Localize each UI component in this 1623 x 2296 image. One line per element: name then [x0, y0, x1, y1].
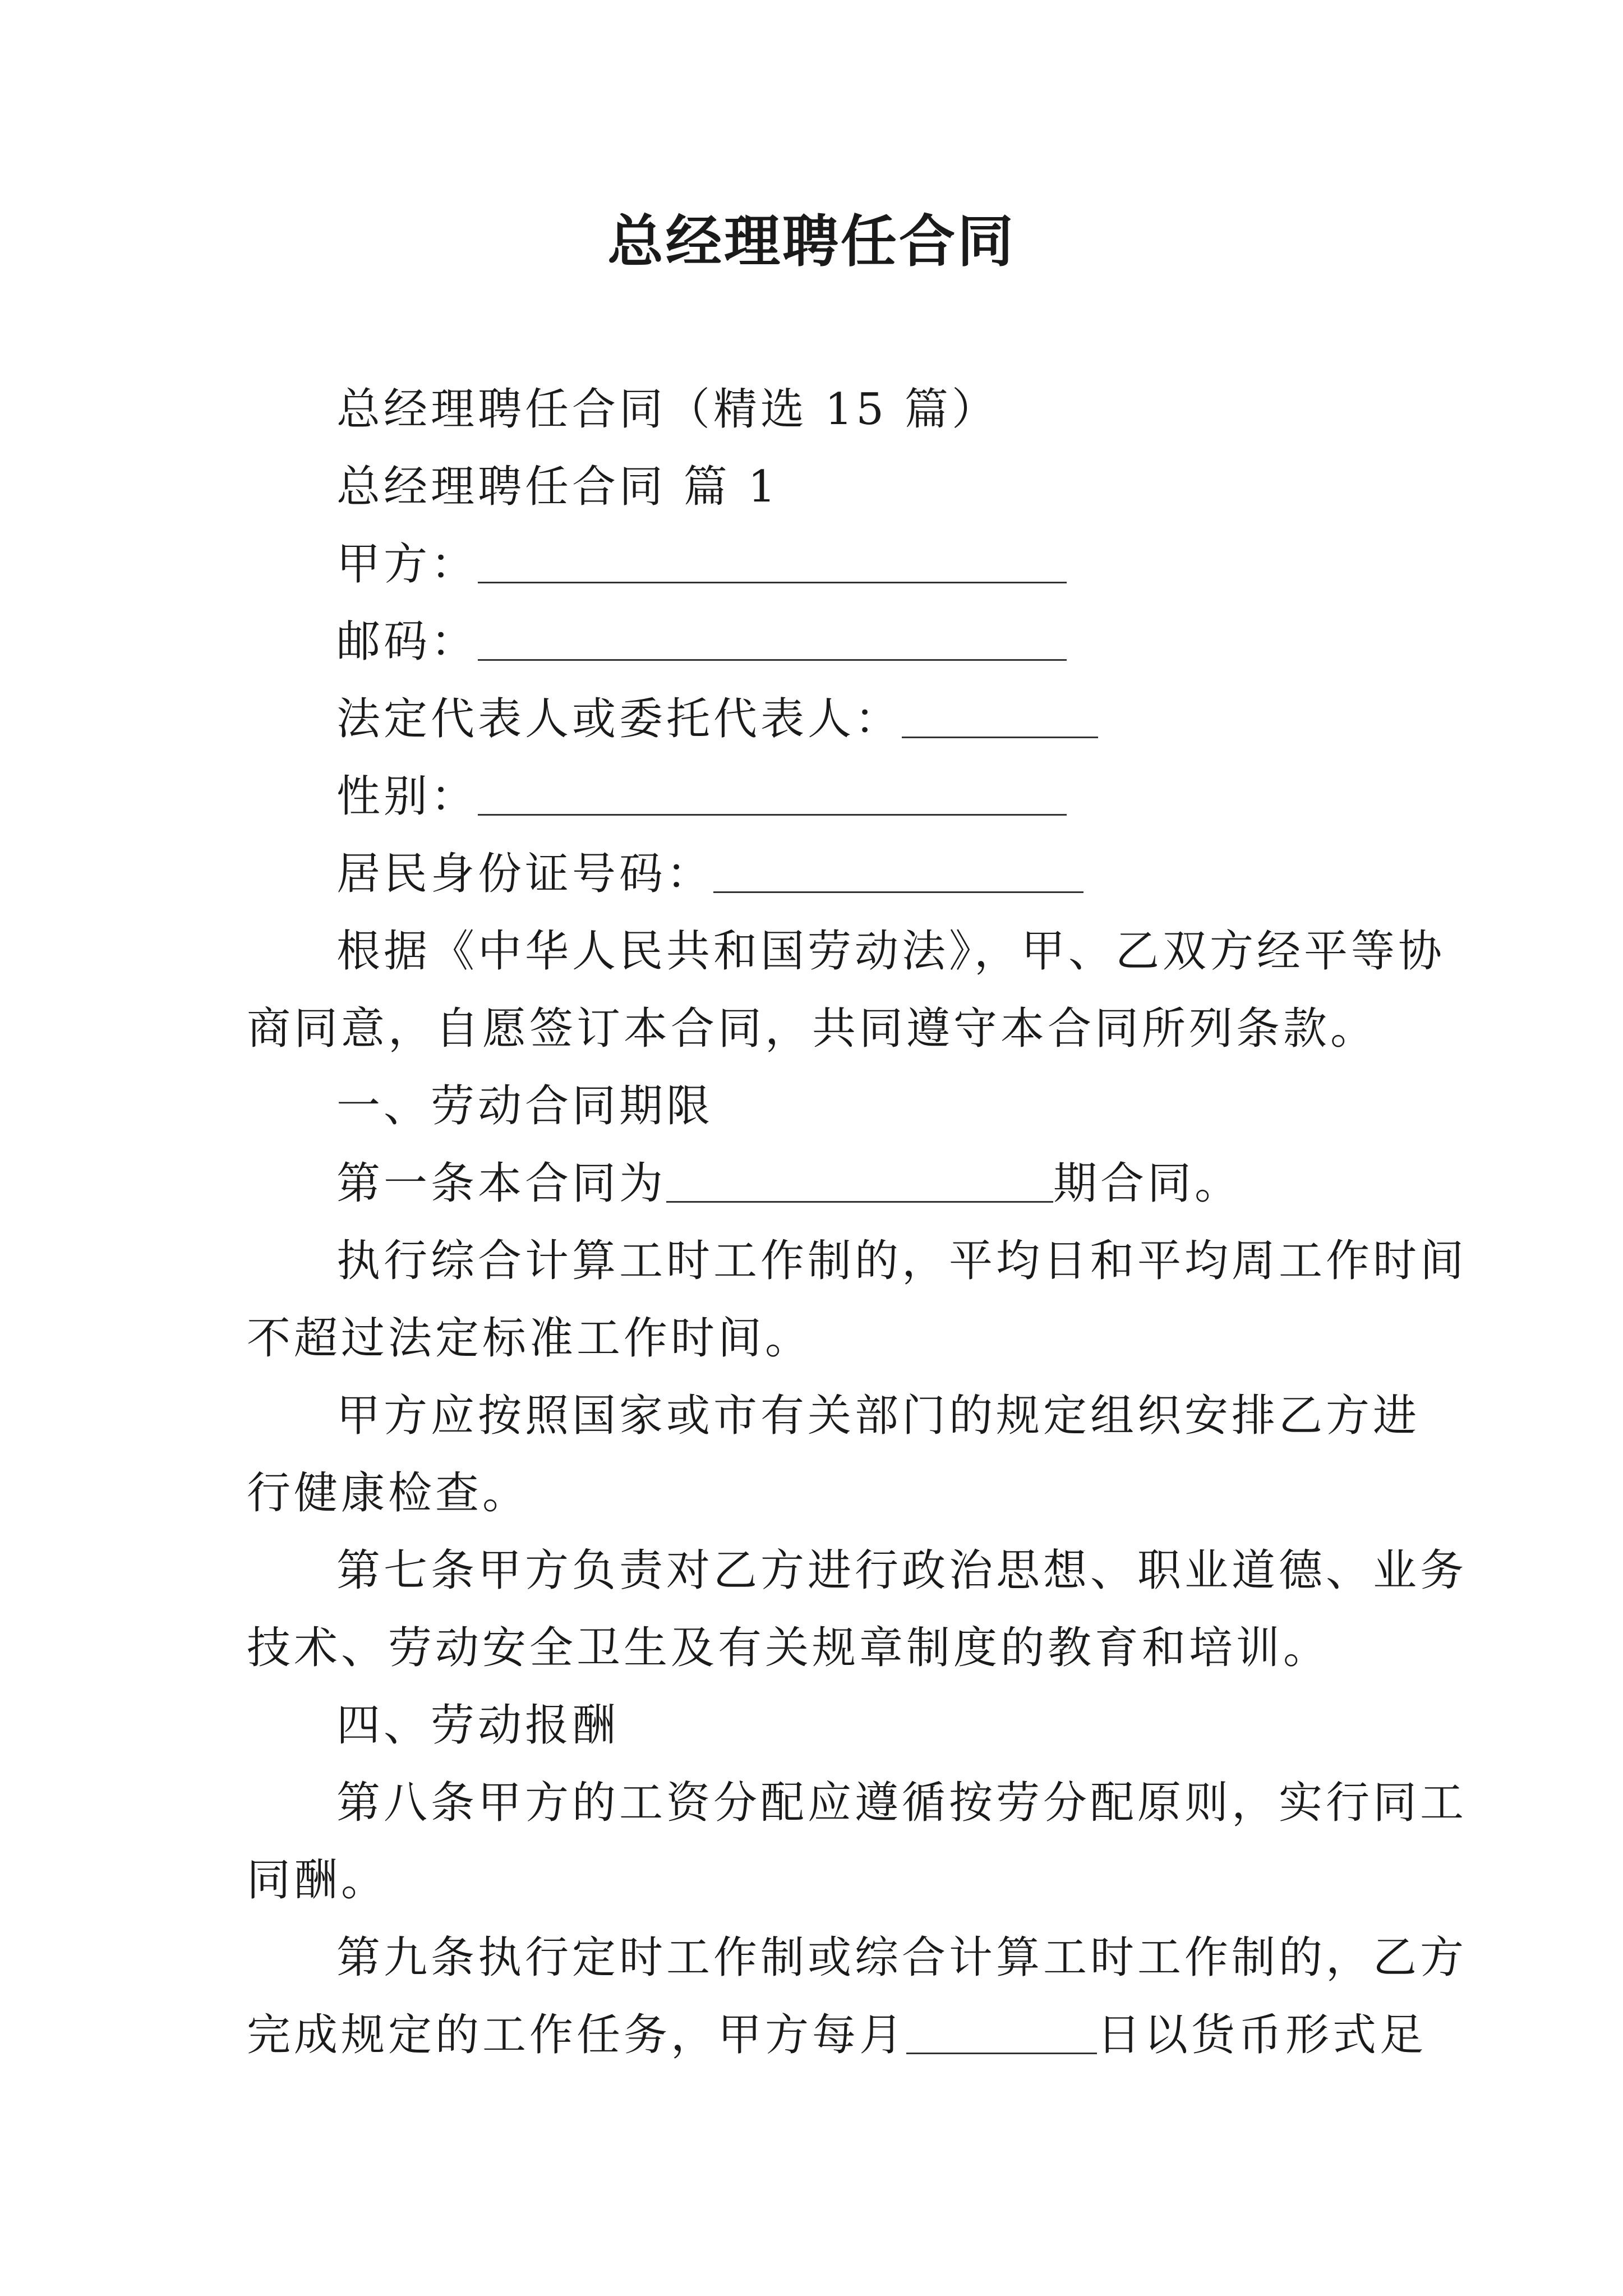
subtitle-line: 总经理聘任合同（精选 15 篇） — [336, 384, 999, 435]
paragraph-2-line-1: 执行综合计算工时工作制的，平均日和平均周工作时间 — [336, 1236, 1468, 1286]
representative-field — [336, 691, 1098, 747]
party-a-label: 甲方： — [336, 539, 478, 590]
paragraph-3-line-2: 行健康检查。 — [247, 1468, 530, 1519]
id-number-blank[interactable] — [713, 863, 1083, 893]
id-number-field — [336, 846, 1083, 902]
article-8-line-1: 第八条甲方的工资分配应遵循按劳分配原则，实行同工 — [336, 1778, 1468, 1828]
postcode-label: 邮码： — [336, 616, 478, 667]
article-9-line-2 — [247, 2007, 1427, 2063]
party-a-blank[interactable] — [478, 554, 1067, 583]
article-1-prefix: 第一条本合同为 — [336, 1158, 667, 1209]
representative-blank[interactable] — [902, 708, 1098, 738]
paragraph-1-line-2: 商同意，自愿签订本合同，共同遵守本合同所列条款。 — [247, 1004, 1378, 1054]
article-1-line — [336, 1156, 1242, 1212]
contract-term-blank[interactable] — [666, 1173, 1053, 1203]
article-7-line-2: 技术、劳动安全卫生及有关规章制度的教育和培训。 — [247, 1623, 1331, 1673]
postcode-field — [336, 614, 1067, 670]
gender-blank[interactable] — [478, 786, 1067, 816]
representative-label: 法定代表人或委托代表人： — [336, 694, 902, 744]
heading-remuneration: 四、劳动报酬 — [336, 1700, 620, 1751]
article-9-prefix: 完成规定的工作任务，甲方每月 — [247, 2010, 907, 2060]
section-heading: 总经理聘任合同 篇 1 — [336, 462, 780, 512]
document-title: 总经理聘任合同 — [607, 208, 1016, 274]
gender-field — [336, 769, 1067, 825]
article-9-suffix: 日以货币形式足 — [1097, 2010, 1427, 2060]
postcode-blank[interactable] — [478, 631, 1067, 661]
article-8-line-2: 同酬。 — [247, 1855, 389, 1906]
article-7-line-1: 第七条甲方负责对乙方进行政治思想、职业道德、业务 — [336, 1545, 1468, 1596]
article-1-suffix: 期合同。 — [1053, 1158, 1242, 1209]
paragraph-3-line-1: 甲方应按照国家或市有关部门的规定组织安排乙方进 — [336, 1391, 1421, 1441]
article-9-line-1: 第九条执行定时工作制或综合计算工时工作制的，乙方 — [336, 1932, 1468, 1983]
party-a-field — [336, 536, 1067, 592]
paragraph-1-line-1: 根据《中华人民共和国劳动法》，甲、乙双方经平等协 — [336, 926, 1446, 977]
paragraph-2-line-2: 不超过法定标准工作时间。 — [247, 1313, 813, 1364]
gender-label: 性别： — [336, 771, 478, 822]
pay-day-blank[interactable] — [906, 2024, 1097, 2054]
id-number-label: 居民身份证号码： — [336, 849, 714, 899]
heading-contract-term: 一、劳动合同期限 — [336, 1081, 714, 1131]
